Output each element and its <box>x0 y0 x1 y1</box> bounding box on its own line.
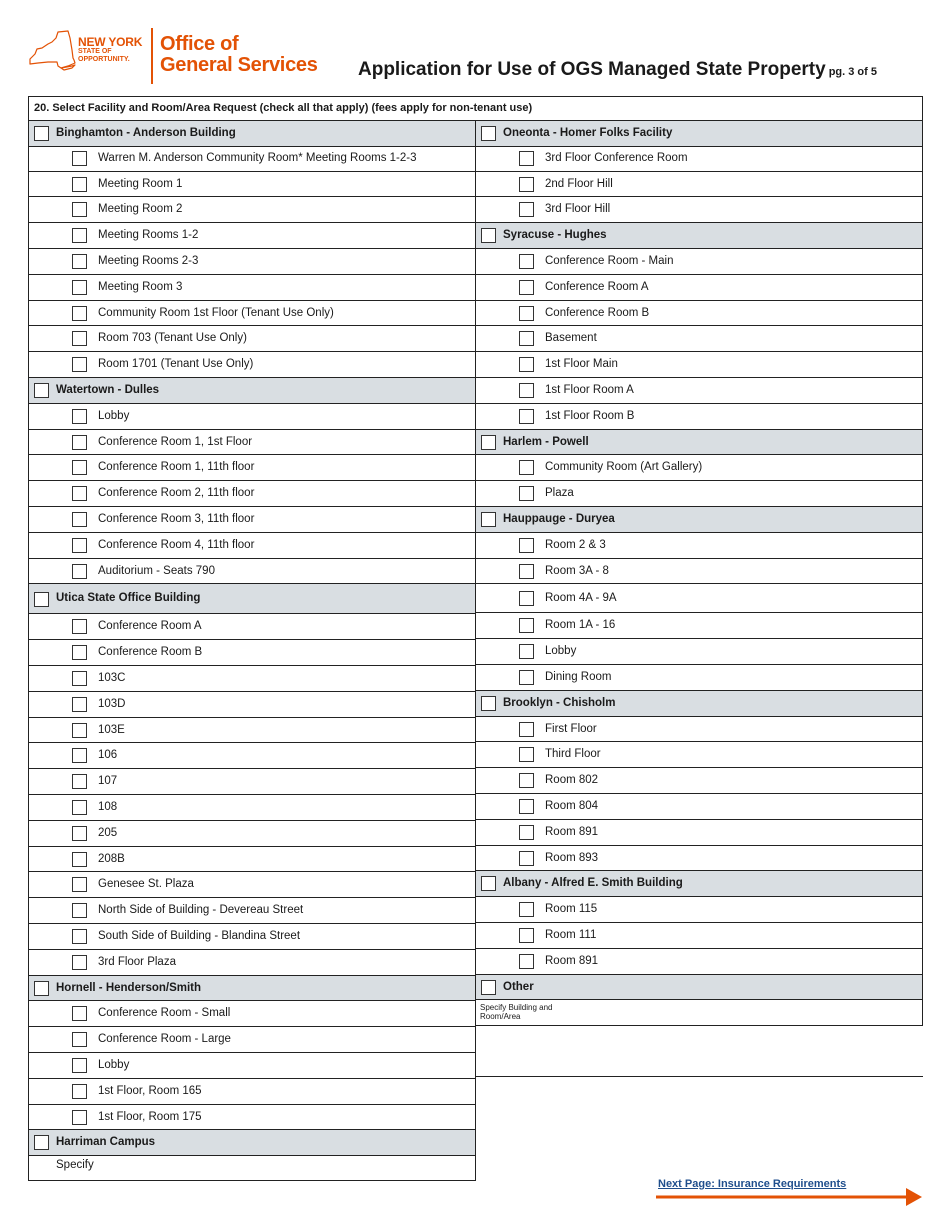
room-checkbox[interactable] <box>72 460 87 475</box>
room-label: Room 2 & 3 <box>545 538 606 551</box>
room-option-row <box>475 639 923 665</box>
room-label: Room 1A - 16 <box>545 619 616 632</box>
room-option-row <box>28 533 476 559</box>
room-option-row <box>28 718 476 744</box>
facility-checkbox[interactable] <box>481 980 496 995</box>
facility-name: Harlem - Powell <box>503 435 589 448</box>
facility-name: Hornell - Henderson/Smith <box>56 981 202 994</box>
room-option-row <box>475 742 923 768</box>
room-checkbox[interactable] <box>72 877 87 892</box>
room-checkbox[interactable] <box>519 357 534 372</box>
room-checkbox[interactable] <box>72 929 87 944</box>
room-label: Meeting Room 2 <box>98 203 183 216</box>
room-option-row <box>475 249 923 275</box>
room-option-row <box>475 481 923 507</box>
room-checkbox[interactable] <box>519 644 534 659</box>
facility-name: Albany - Alfred E. Smith Building <box>503 877 683 890</box>
room-checkbox[interactable] <box>72 280 87 295</box>
room-checkbox[interactable] <box>519 799 534 814</box>
room-label: 205 <box>98 826 118 839</box>
ny-logo-line2: STATE OF <box>78 48 112 55</box>
facility-header-utica-state-office-building <box>28 584 476 614</box>
specify-field[interactable] <box>28 1156 476 1181</box>
room-option-row <box>475 172 923 198</box>
facility-header-harriman-campus <box>28 1130 476 1156</box>
room-label: 103E <box>98 723 125 736</box>
room-label: Conference Room 4, 11th floor <box>98 538 255 551</box>
room-option-row <box>28 847 476 873</box>
room-option-row <box>28 692 476 718</box>
facility-name: Hauppauge - Duryea <box>503 513 615 525</box>
ny-logo-line3: OPPORTUNITY. <box>78 55 130 63</box>
room-label: Community Room (Art Gallery) <box>545 461 703 474</box>
section-title: 20. Select Facility and Room/Area Request (check all that apply) (fees apply for non-tenant use) <box>28 96 923 121</box>
room-option-row <box>475 717 923 743</box>
room-option-row <box>28 872 476 898</box>
room-label: Conference Room A <box>98 620 202 633</box>
room-checkbox[interactable] <box>72 512 87 527</box>
room-option-row <box>475 584 923 613</box>
facility-name: Brooklyn - Chisholm <box>503 696 616 709</box>
room-option-row <box>28 795 476 821</box>
room-option-row <box>28 404 476 430</box>
room-checkbox[interactable] <box>72 800 87 815</box>
room-option-row <box>475 820 923 846</box>
room-checkbox[interactable] <box>72 228 87 243</box>
room-option-row <box>28 481 476 507</box>
room-checkbox[interactable] <box>72 1032 87 1047</box>
facility-checkbox[interactable] <box>481 696 496 711</box>
room-option-row <box>475 533 923 559</box>
room-option-row <box>28 950 476 976</box>
document-title-text: Application for Use of OGS Managed State Property <box>358 59 826 80</box>
room-checkbox[interactable] <box>519 564 534 579</box>
room-checkbox[interactable] <box>72 1084 87 1099</box>
room-checkbox[interactable] <box>519 151 534 166</box>
room-label: Room 703 (Tenant Use Only) <box>98 332 247 345</box>
room-option-row <box>28 275 476 301</box>
room-checkbox[interactable] <box>72 774 87 789</box>
room-checkbox[interactable] <box>519 851 534 866</box>
room-option-row <box>28 326 476 352</box>
room-checkbox[interactable] <box>72 852 87 867</box>
facility-checkbox[interactable] <box>34 1135 49 1150</box>
facility-checkbox[interactable] <box>34 126 49 141</box>
room-checkbox[interactable] <box>72 486 87 501</box>
room-checkbox[interactable] <box>519 902 534 917</box>
room-label: 3rd Floor Plaza <box>98 955 176 968</box>
facility-checkbox[interactable] <box>481 876 496 891</box>
room-label: Conference Room - Main <box>545 255 674 267</box>
room-option-row <box>475 146 923 172</box>
next-arrow-icon[interactable] <box>656 1186 924 1208</box>
facility-header-binghamton-anderson-building <box>28 120 476 147</box>
room-label: Conference Room 2, 11th floor <box>98 487 255 500</box>
room-option-row <box>28 249 476 275</box>
specify-label: Specify <box>56 1159 94 1172</box>
room-label: Conference Room B <box>98 646 203 659</box>
room-label: 3rd Floor Conference Room <box>545 151 688 164</box>
room-option-row <box>28 743 476 769</box>
facility-request-form <box>28 96 923 1177</box>
new-york-state-outline-icon <box>28 30 76 72</box>
room-label: Conference Room - Small <box>98 1007 231 1020</box>
room-label: Genesee St. Plaza <box>98 878 194 891</box>
room-option-row <box>475 455 923 481</box>
room-checkbox[interactable] <box>72 409 87 424</box>
room-option-row <box>475 897 923 923</box>
room-label: 1st Floor Room B <box>545 409 635 422</box>
facility-header-watertown-dulles <box>28 378 476 404</box>
facility-checkbox[interactable] <box>481 126 496 141</box>
room-checkbox[interactable] <box>72 177 87 192</box>
room-checkbox[interactable] <box>72 1058 87 1073</box>
room-option-row <box>28 1079 476 1105</box>
room-label: Meeting Rooms 1-2 <box>98 229 199 242</box>
room-checkbox[interactable] <box>519 280 534 295</box>
room-label: 2nd Floor Hill <box>545 177 613 190</box>
ny-logo-line1: NEW YORK <box>78 35 143 49</box>
room-checkbox[interactable] <box>72 306 87 321</box>
room-option-row <box>28 898 476 924</box>
room-option-row <box>475 404 923 430</box>
room-label: 3rd Floor Hill <box>545 203 611 216</box>
room-label: Conference Room 3, 11th floor <box>98 513 255 525</box>
room-checkbox[interactable] <box>72 538 87 553</box>
room-label: Conference Room 1, 1st Floor <box>98 435 253 448</box>
room-label: Room 115 <box>545 903 598 916</box>
agency-name-line2: General Services <box>160 54 318 76</box>
room-checkbox[interactable] <box>519 747 534 762</box>
room-option-row <box>28 430 476 456</box>
agency-name-line1: Office of <box>160 33 239 55</box>
room-label: Basement <box>545 332 597 345</box>
room-checkbox[interactable] <box>72 619 87 634</box>
specify-field[interactable] <box>475 1000 923 1026</box>
facility-checkbox[interactable] <box>34 383 49 398</box>
room-checkbox[interactable] <box>72 748 87 763</box>
room-label: Conference Room - Large <box>98 1033 231 1046</box>
room-checkbox[interactable] <box>519 486 534 501</box>
facility-header-oneonta-homer-folks-facility <box>475 120 923 147</box>
room-label: Room 802 <box>545 774 599 787</box>
room-label: 108 <box>98 801 118 813</box>
room-checkbox[interactable] <box>72 202 87 217</box>
room-checkbox[interactable] <box>519 460 534 475</box>
room-option-row <box>28 769 476 795</box>
room-label: Room 893 <box>545 851 599 864</box>
room-checkbox[interactable] <box>72 331 87 346</box>
room-checkbox[interactable] <box>519 177 534 192</box>
room-label: Third Floor <box>545 748 601 761</box>
facility-header-other <box>475 975 923 1001</box>
room-label: Room 891 <box>545 825 599 838</box>
room-option-row <box>28 197 476 223</box>
room-option-row <box>28 172 476 198</box>
facility-checkbox[interactable] <box>481 435 496 450</box>
room-label: 103D <box>98 697 126 710</box>
room-checkbox[interactable] <box>519 254 534 269</box>
room-checkbox[interactable] <box>72 955 87 970</box>
facility-checkbox[interactable] <box>481 512 496 527</box>
blank-area <box>475 1026 923 1077</box>
next-page-link[interactable]: Next Page: Insurance Requirements <box>658 1178 847 1190</box>
room-label: 208B <box>98 852 125 865</box>
facility-header-harlem-powell <box>475 430 923 456</box>
room-checkbox[interactable] <box>519 954 534 969</box>
room-checkbox[interactable] <box>72 1110 87 1125</box>
room-checkbox[interactable] <box>72 826 87 841</box>
room-label: Plaza <box>545 487 574 500</box>
room-checkbox[interactable] <box>72 671 87 686</box>
room-option-row <box>475 949 923 975</box>
room-option-row <box>475 846 923 872</box>
room-label: 106 <box>98 749 118 762</box>
room-label: Room 1701 (Tenant Use Only) <box>98 358 254 371</box>
room-option-row <box>28 1053 476 1079</box>
room-checkbox[interactable] <box>72 435 87 450</box>
room-label: Meeting Room 1 <box>98 177 183 190</box>
facility-checkbox[interactable] <box>34 981 49 996</box>
room-checkbox[interactable] <box>72 697 87 712</box>
page-number: pg. 3 of 5 <box>828 66 877 78</box>
room-label: Dining Room <box>545 671 612 683</box>
room-option-row <box>28 223 476 249</box>
room-checkbox[interactable] <box>72 1006 87 1021</box>
room-option-row <box>475 768 923 794</box>
room-checkbox[interactable] <box>519 722 534 737</box>
room-label: 107 <box>98 775 118 788</box>
room-label: First Floor <box>545 722 597 735</box>
room-checkbox[interactable] <box>519 773 534 788</box>
room-option-row <box>475 378 923 404</box>
room-option-row <box>475 923 923 949</box>
facility-name: Oneonta - Homer Folks Facility <box>503 127 673 139</box>
room-option-row <box>475 559 923 585</box>
room-option-row <box>28 507 476 533</box>
room-checkbox[interactable] <box>519 202 534 217</box>
room-label: Warren M. Anderson Community Room* Meeting Rooms 1-2-3 <box>98 151 417 164</box>
room-option-row <box>28 666 476 692</box>
room-option-row <box>28 924 476 950</box>
facility-header-hauppauge-duryea <box>475 507 923 533</box>
room-checkbox[interactable] <box>72 723 87 738</box>
room-checkbox[interactable] <box>72 903 87 918</box>
room-label: 103C <box>98 672 126 684</box>
room-checkbox[interactable] <box>519 409 534 424</box>
room-option-row <box>475 794 923 820</box>
room-checkbox[interactable] <box>519 670 534 685</box>
document-title <box>358 59 877 81</box>
room-option-row <box>28 455 476 481</box>
room-label: Lobby <box>98 1059 130 1071</box>
room-label: Meeting Room 3 <box>98 280 183 293</box>
facility-checkbox[interactable] <box>34 592 49 607</box>
room-checkbox[interactable] <box>519 538 534 553</box>
facility-name: Syracuse - Hughes <box>503 229 607 242</box>
room-label: Meeting Rooms 2-3 <box>98 255 199 267</box>
room-label: South Side of Building - Blandina Street <box>98 930 301 942</box>
page-header <box>0 0 950 95</box>
facility-header-hornell-henderson-smith <box>28 976 476 1002</box>
room-checkbox[interactable] <box>519 331 534 346</box>
facility-name: Utica State Office Building <box>56 592 201 605</box>
room-label: 1st Floor Room A <box>545 384 634 396</box>
room-label: 1st Floor, Room 175 <box>98 1110 202 1123</box>
room-label: Room 3A - 8 <box>545 564 609 577</box>
room-checkbox[interactable] <box>72 564 87 579</box>
room-label: Room 4A - 9A <box>545 592 617 605</box>
room-option-row <box>28 1105 476 1131</box>
ny-state-logo-text <box>78 36 142 63</box>
room-label: North Side of Building - Devereau Street <box>98 904 304 917</box>
room-option-row <box>28 640 476 666</box>
room-checkbox[interactable] <box>72 357 87 372</box>
facility-header-syracuse-hughes <box>475 223 923 249</box>
room-option-row <box>28 1027 476 1053</box>
room-label: Conference Room A <box>545 280 649 293</box>
agency-name <box>160 34 318 76</box>
room-option-row <box>475 613 923 639</box>
room-label: Room 804 <box>545 800 599 812</box>
room-checkbox[interactable] <box>519 591 534 606</box>
room-label: Auditorium - Seats 790 <box>98 564 215 577</box>
room-checkbox[interactable] <box>519 383 534 398</box>
logo-divider <box>151 28 153 84</box>
room-label: Community Room 1st Floor (Tenant Use Only) <box>98 306 334 319</box>
room-label: Conference Room 1, 11th floor <box>98 461 255 474</box>
room-label: Conference Room B <box>545 306 650 319</box>
room-checkbox[interactable] <box>519 825 534 840</box>
facility-name: Watertown - Dulles <box>56 384 160 396</box>
facility-name: Binghamton - Anderson Building <box>56 127 236 139</box>
facility-header-albany-alfred-e-smith-building <box>475 871 923 897</box>
room-option-row <box>475 275 923 301</box>
room-option-row <box>475 301 923 327</box>
room-option-row <box>28 146 476 172</box>
room-checkbox[interactable] <box>519 618 534 633</box>
room-label: Room 891 <box>545 954 599 967</box>
room-option-row <box>28 614 476 640</box>
facility-checkbox[interactable] <box>481 228 496 243</box>
room-checkbox[interactable] <box>519 928 534 943</box>
room-checkbox[interactable] <box>72 254 87 269</box>
room-label: Lobby <box>98 409 130 422</box>
room-option-row <box>475 352 923 378</box>
room-option-row <box>475 197 923 223</box>
facility-name: Other <box>503 980 534 993</box>
room-label: Room 111 <box>545 929 597 941</box>
room-option-row <box>28 301 476 327</box>
room-option-row <box>28 559 476 585</box>
room-label: 1st Floor, Room 165 <box>98 1084 202 1097</box>
room-option-row <box>28 1001 476 1027</box>
room-option-row <box>28 821 476 847</box>
facility-name: Harriman Campus <box>56 1136 156 1149</box>
room-option-row <box>475 326 923 352</box>
room-checkbox[interactable] <box>72 151 87 166</box>
room-checkbox[interactable] <box>72 645 87 660</box>
specify-label: Specify Building and Room/Area <box>480 1003 553 1022</box>
facility-header-brooklyn-chisholm <box>475 691 923 717</box>
room-option-row <box>28 352 476 378</box>
room-option-row <box>475 665 923 691</box>
room-label: 1st Floor Main <box>545 358 618 371</box>
room-label: Lobby <box>545 645 577 658</box>
room-checkbox[interactable] <box>519 306 534 321</box>
